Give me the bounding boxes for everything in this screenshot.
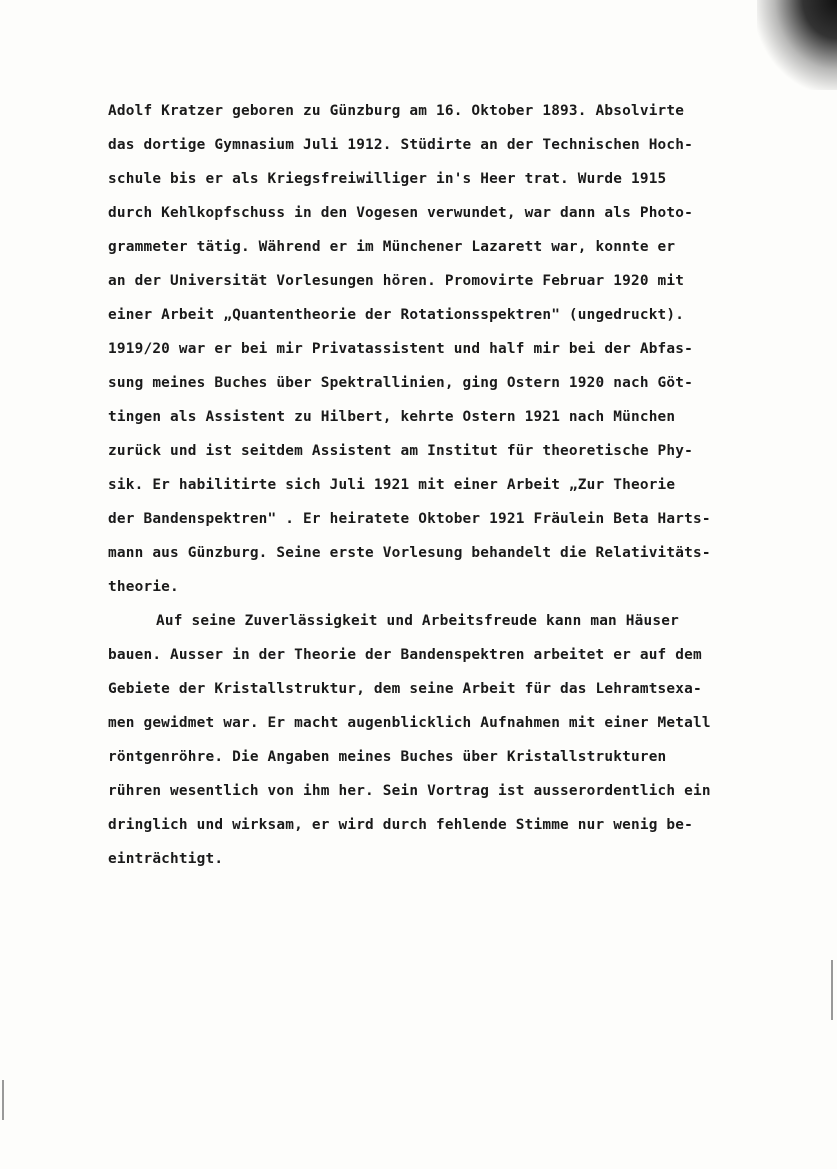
text-line: das dortige Gymnasium Juli 1912. Stüdirte an der Technischen Hoch-: [108, 137, 694, 153]
text-line: tingen als Assistent zu Hilbert, kehrte Ostern 1921 nach München: [108, 409, 676, 425]
text-line: zurück und ist seitdem Assistent am Institut für theoretische Phy-: [108, 443, 694, 459]
paragraph-2: [108, 604, 828, 876]
text-line: theorie.: [108, 579, 179, 595]
text-line: durch Kehlkopfschuss in den Vogesen verwundet, war dann als Photo-: [108, 205, 694, 221]
text-line: bauen. Ausser in der Theorie der Bandenspektren arbeitet er auf dem: [108, 647, 702, 663]
scan-edge-mark: [2, 1080, 4, 1120]
text-line: 1919/20 war er bei mir Privatassistent und half mir bei der Abfas-: [108, 341, 694, 357]
text-line: dringlich und wirksam, er wird durch fehlende Stimme nur wenig be-: [108, 817, 694, 833]
text-line: rühren wesentlich von ihm her. Sein Vortrag ist ausserordentlich ein: [108, 783, 711, 799]
text-line: röntgenröhre. Die Angaben meines Buches über Kristallstrukturen: [108, 749, 667, 765]
text-line: Gebiete der Kristallstruktur, dem seine Arbeit für das Lehramtsexa-: [108, 681, 702, 697]
text-line: Auf seine Zuverlässigkeit und Arbeitsfreude kann man Häuser: [156, 613, 679, 629]
paragraph-1: [108, 94, 828, 604]
text-line: sung meines Buches über Spektrallinien, ging Ostern 1920 nach Göt-: [108, 375, 694, 391]
typed-text: [108, 94, 828, 876]
text-line: mann aus Günzburg. Seine erste Vorlesung behandelt die Relativitäts-: [108, 545, 711, 561]
text-line: sik. Er habilitirte sich Juli 1921 mit einer Arbeit „Zur Theorie: [108, 477, 676, 493]
text-line: der Bandenspektren" . Er heiratete Oktober 1921 Fräulein Beta Harts-: [108, 511, 711, 527]
text-line: Adolf Kratzer geboren zu Günzburg am 16. Oktober 1893. Absolvirte: [108, 103, 685, 119]
text-line: einer Arbeit „Quantentheorie der Rotationsspektren" (ungedruckt).: [108, 307, 685, 323]
text-line: schule bis er als Kriegsfreiwilliger in's Heer trat. Wurde 1915: [108, 171, 667, 187]
text-line: grammeter tätig. Während er im Münchener Lazarett war, konnte er: [108, 239, 676, 255]
scan-corner-shadow: [757, 0, 837, 90]
scan-edge-mark: [831, 960, 833, 1020]
text-line: an der Universität Vorlesungen hören. Promovirte Februar 1920 mit: [108, 273, 685, 289]
text-line: men gewidmet war. Er macht augenblicklich Aufnahmen mit einer Metall: [108, 715, 711, 731]
text-line: einträchtigt.: [108, 851, 224, 867]
